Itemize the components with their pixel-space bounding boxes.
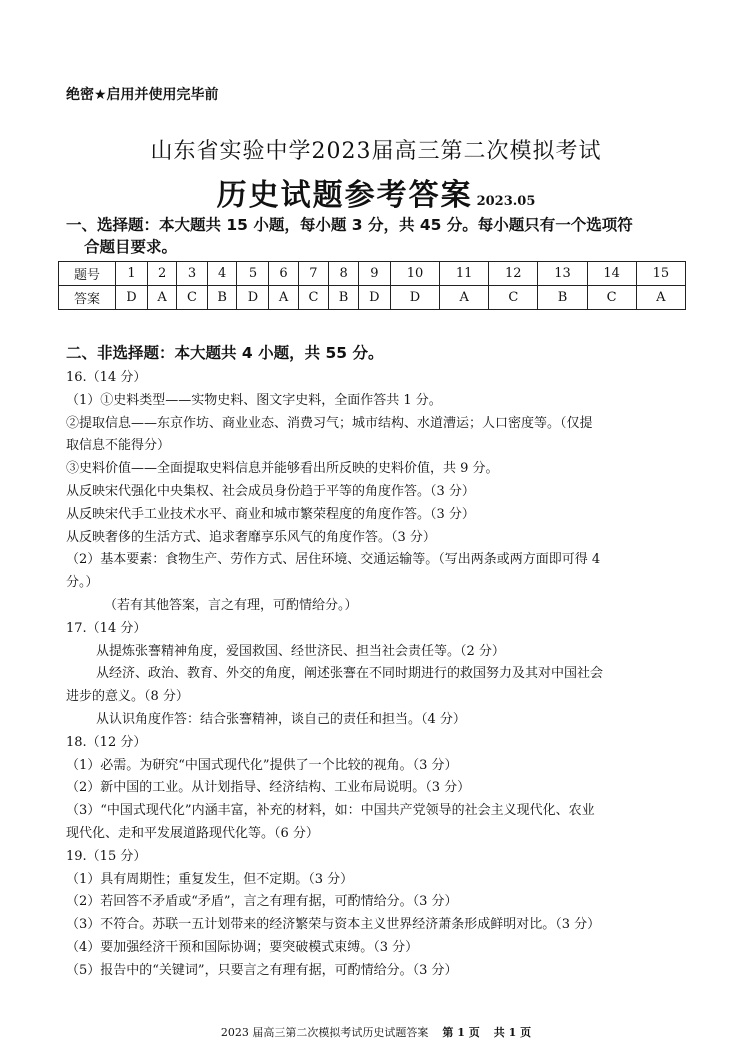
table-cell: 8 [329, 262, 359, 286]
answer-line: 从反映宋代强化中央集权、社会成员身份趋于平等的角度作答。（3 分） [66, 483, 475, 499]
answer-body [66, 367, 688, 983]
table-row-label: 题号 [59, 262, 116, 286]
answer-line: 进步的意义。（8 分） [66, 689, 189, 705]
table-cell: 9 [358, 262, 390, 286]
answer-table [58, 261, 686, 310]
answer-line: 取信息不能得分） [66, 438, 171, 454]
question-18-heading: 18.（12 分） [66, 734, 147, 750]
table-cell: C [587, 286, 636, 310]
section-2-heading: 二、非选择题：本大题共 4 小题，共 55 分。 [66, 344, 384, 362]
table-cell: 7 [298, 262, 329, 286]
document-date: 2023.05 [476, 194, 536, 209]
answer-line: 从认识角度作答：结合张謇精神，谈自己的责任和担当。（4 分） [96, 711, 466, 727]
title-row [0, 170, 752, 214]
page-footer [0, 1024, 752, 1040]
table-cell: 3 [177, 262, 208, 286]
table-cell: A [440, 286, 489, 310]
table-cell: D [116, 286, 148, 310]
answer-line: （4）要加强经济干预和国际协调；要突破模式束缚。（3 分） [66, 939, 419, 955]
table-cell: C [298, 286, 329, 310]
answer-line: 从经济、政治、教育、外交的角度，阐述张謇在不同时期进行的救国努力及其对中国社会 [96, 666, 604, 682]
footer-total-pages: 共 1 页 [493, 1026, 532, 1039]
table-row [59, 262, 686, 286]
answer-line: 现代化、走和平发展道路现代化等。（6 分） [66, 825, 319, 841]
table-cell: 6 [269, 262, 298, 286]
table-cell: C [177, 286, 208, 310]
table-cell: 1 [116, 262, 148, 286]
question-19-heading: 19.（15 分） [66, 848, 147, 864]
answer-line: （2）若回答不矛盾或“矛盾”，言之有理有据，可酌情给分。（3 分） [66, 894, 458, 910]
section-1-heading [66, 214, 696, 258]
table-cell: C [489, 286, 538, 310]
table-cell: A [269, 286, 298, 310]
answer-line: （3）不符合。苏联一五计划带来的经济繁荣与资本主义世界经济萧条形成鲜明对比。（3 分） [66, 917, 601, 933]
table-cell: 12 [489, 262, 538, 286]
table-cell: 4 [207, 262, 237, 286]
table-cell: 11 [440, 262, 489, 286]
answer-line: （1）必需。为研究“中国式现代化”提供了一个比较的视角。（3 分） [66, 757, 458, 773]
table-cell: 10 [390, 262, 439, 286]
table-cell: A [636, 286, 685, 310]
table-cell: 15 [636, 262, 685, 286]
table-cell: 13 [538, 262, 587, 286]
table-cell: 5 [237, 262, 269, 286]
answer-note: （若有其他答案，言之有理，可酌情给分。） [104, 597, 358, 613]
answer-line: ②提取信息——东京作坊、商业业态、消费习气；城市结构、水道漕运；人口密度等。（仅提 [66, 415, 593, 431]
table-cell: 14 [587, 262, 636, 286]
table-cell: B [329, 286, 359, 310]
document-title: 历史试题参考答案 [216, 178, 473, 213]
table-row-label: 答案 [59, 286, 116, 310]
question-16-heading: 16.（14 分） [66, 370, 147, 385]
question-17-heading: 17.（14 分） [66, 620, 147, 636]
footer-text: 2023 届高三第二次模拟考试历史试题答案 [220, 1026, 429, 1039]
answer-line: （5）报告中的“关键词”，只要言之有理有据，可酌情给分。（3 分） [66, 962, 458, 978]
answer-line: 分。） [66, 575, 99, 591]
answer-line: 从提炼张謇精神角度，爱国救国、经世济民、担当社会责任等。（2 分） [96, 643, 505, 659]
answer-line: （1）具有周期性；重复发生，但不定期。（3 分） [66, 871, 354, 887]
table-row [59, 286, 686, 310]
section-1-heading-line2: 合题目要求。 [84, 238, 178, 256]
table-cell: D [358, 286, 390, 310]
exam-school-title: 山东省实验中学2023届高三第二次模拟考试 [150, 139, 602, 164]
answer-line: ③史料价值——全面提取史料信息并能够看出所反映的史料价值，共 9 分。 [66, 461, 499, 477]
table-cell: 2 [148, 262, 177, 286]
section-1-heading-line1: 一、选择题：本大题共 15 小题，每小题 3 分，共 45 分。每小题只有一个选项符 [66, 216, 633, 234]
answer-line: 从反映宋代手工业技术水平、商业和城市繁荣程度的角度作答。（3 分） [66, 506, 475, 522]
answer-line: （1）①史料类型——实物史料、图文字史料，全面作答共 1 分。 [66, 392, 442, 408]
table-cell: D [390, 286, 439, 310]
answer-line: （2）新中国的工业。从计划指导、经济结构、工业布局说明。（3 分） [66, 780, 471, 796]
table-cell: B [207, 286, 237, 310]
footer-page-number: 第 1 页 [442, 1026, 480, 1039]
answer-line: （2）基本要素：食物生产、劳作方式、居住环境、交通运输等。（写出两条或两方面即可得 4 [66, 552, 601, 568]
answer-line: （3）“中国式现代化”内涵丰富，补充的材料，如：中国共产党领导的社会主义现代化、农业 [66, 803, 595, 819]
confidential-notice: 绝密★启用并使用完毕前 [66, 87, 219, 103]
answer-line: 从反映奢侈的生活方式、追求奢靡享乐风气的角度作答。（3 分） [66, 529, 436, 545]
table-cell: A [148, 286, 177, 310]
table-cell: D [237, 286, 269, 310]
table-cell: B [538, 286, 587, 310]
